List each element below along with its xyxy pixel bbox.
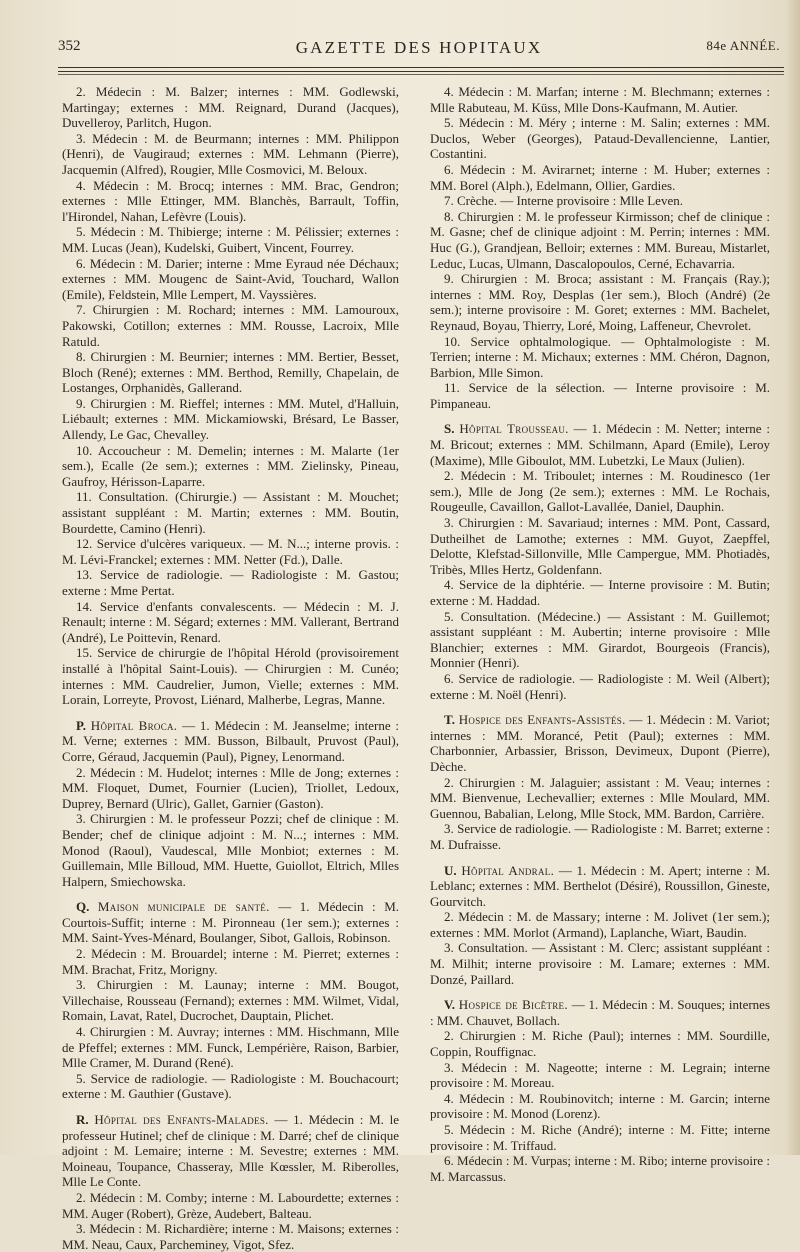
service-entry: 7. Chirurgien : M. Rochard; internes : MM. Lamouroux, Pakowski, Cotillon; externes : MM. Rousse, Lacroix, Mlle Ratuld. (62, 302, 399, 349)
right-column (430, 84, 770, 1184)
service-entry: 5. Consultation. (Médecine.) — Assistant : M. Guillemot; assistant suppléant : M. Aubertin; interne provisoire : Mlle Blanchier; externes : MM. Girardot, Bourgeois (Francis), Monnier (Henri). (430, 608, 770, 671)
service-entry: 9. Chirurgien : M. Rieffel; internes : MM. Mutel, d'Halluin, Liébault; externes : MM. Mickamiowski, Brésard, Le Basser, Allendy, Le Gac, Chevalley. (62, 395, 399, 443)
section-letter: P. (76, 717, 86, 733)
hospital-name: Hôpital Andral. (461, 862, 555, 878)
service-entry: 6. Médecin : M. Vurpas; interne : M. Ribo; interne provisoire : M. Marcassus. (430, 1153, 770, 1184)
service-entry: 2. Médecin : M. de Massary; interne : M. Jolivet (1er sem.); externes : MM. Morlot (Armand), Laplanche, Wiart, Baudin. (430, 909, 770, 940)
service-entry: 15. Service de chirurgie de l'hôpital Hérold (provisoirement installé à l'hôpital Saint-Louis). — Chirurgien : M. Cunéo; internes : MM. Caudrelier, Jumon, Vielle; externes : MM. Lorain, Lorreyte, Provost, Liénard, Malherbe, Legras, Manne. (62, 645, 399, 708)
hospital-section-entry (430, 863, 770, 910)
hospital-name: Hôpital Trousseau. (459, 421, 569, 437)
service-entry: 2. Chirurgien : M. Riche (Paul); internes : MM. Sourdille, Coppin, Rouffignac. (430, 1028, 770, 1060)
journal-title: GAZETTE DES HOPITAUX (295, 38, 543, 57)
service-entry: 8. Chirurgien : M. le professeur Kirmisson; chef de clinique : M. Gasne; chef de clinique adjoint : M. Perrin; internes : MM. Huc (G.), Grandjean, Belloir; externes : MM. Bureau, Mistarlet, Leduc, Lucas, Ulmann, Dascalopoulos, Cerné, Echavarria. (430, 208, 770, 271)
service-entry: 2. Médecin : M. Triboulet; internes : M. Roudinesco (1er sem.), Mlle de Jong (2e sem.); externes : MM. Le Rochais, Rougeulle, Cavaillon, Gallot-Lavallée, Daniel, Dauphin. (430, 468, 770, 515)
section-text: — 1. Médecin : M. Netter; interne : M. Bricout; externes : MM. Schilmann, Apard (Emile), Leroy (Maxime), Mlle Giboulot, MM. Lubetzki, Le Maux (Julien). (430, 421, 771, 468)
hospital-name: Hôpital Broca. (90, 717, 178, 733)
service-entry: 4. Médecin : M. Marfan; interne : M. Blechmann; externes : Mlle Rabuteau, M. Küss, Mlle Dons-Kaufmann, M. Autier. (430, 84, 770, 115)
hospital-name: Maison municipale de santé. (97, 899, 270, 915)
service-entry: 5. Médecin : M. Riche (André); interne : M. Fitte; interne provisoire : M. Triffaud. (430, 1122, 770, 1153)
hospital-section-entry (62, 718, 399, 765)
service-entry: 12. Service d'ulcères variqueux. — M. N...; interne provis. : M. Lévi-Franckel; externes : MM. Netter (Fd.), Dalle. (62, 536, 399, 567)
hospital-section-entry (430, 421, 770, 468)
service-entry: 13. Service de radiologie. — Radiologiste : M. Gastou; externe : Mme Pertat. (62, 567, 399, 598)
service-entry: 6. Médecin : M. Darier; interne : Mme Eyraud née Déchaux; externes : MM. Mougenc de Saint-Avid, Touchard, Wallon (Emile), Feldstein, Mlle Lempert, M. Vayssières. (62, 255, 399, 302)
section-letter: S. (444, 421, 455, 437)
section-text: — 1. Médecin : M. Variot; internes : MM. Morancé, Petit (Paul); externes : MM. Charbonnier, Arbassier, Brisson, Devimeux, Dupont (Pierre), Dèche. (430, 712, 771, 774)
service-entry: 3. Chirurgien : M. Launay; interne : MM. Bougot, Villechaise, Rousseau (Fernand); externes : MM. Wilmet, Vidal, Romain, Lavat, Ratel, Ducrochet, Dauptain, Plichet. (62, 977, 399, 1024)
service-entry: 2. Médecin : M. Brouardel; interne : M. Pierret; externes : MM. Brachat, Fritz, Morigny. (62, 946, 399, 977)
header-rule (58, 67, 784, 68)
left-column (62, 84, 399, 1252)
service-entry: 2. Médecin : M. Comby; interne : M. Labourdette; externes : MM. Auger (Robert), Grèze, Audebert, Balteau. (62, 1189, 399, 1221)
hospital-name: Hospice de Bicêtre. (458, 997, 568, 1013)
service-entry: 4. Médecin : M. Roubinovitch; interne : M. Garcin; interne provisoire : M. Monod (Lorenz). (430, 1090, 770, 1122)
service-entry: 11. Service de la sélection. — Interne provisoire : M. Pimpaneau. (430, 380, 770, 411)
service-entry: 8. Chirurgien : M. Beurnier; internes : MM. Bertier, Besset, Bloch (René); externes : MM. Berthod, Remilly, Chapelain, de Lostanges, Orphanidès, Gallerand. (62, 349, 399, 396)
service-entry: 5. Médecin : M. Thibierge; interne : M. Pélissier; externes : MM. Lucas (Jean), Kudelski, Guibert, Vincent, Fourrey. (62, 224, 399, 255)
service-entry: 2. Médecin : M. Balzer; internes : MM. Godlewski, Martingay; externes : MM. Reignard, Durand (Jacques), Duvelleroy, Parlitch, Hugon. (62, 84, 399, 131)
service-entry: 9. Chirurgien : M. Broca; assistant : M. Français (Ray.); internes : MM. Roy, Desplas (1er sem.), Bloch (André) (2e sem.); interne provisoire : M. Goret; externes : MM. Bachelet, Reynaud, Boyau, Thierry, Loré, Moing, Laffeneur, Chevrolet. (430, 271, 770, 333)
service-entry: 10. Accoucheur : M. Demelin; internes : M. Malarte (1er sem.), Ecalle (2e sem.); externes : MM. Zielinsky, Pineau, Gaufroy, Hérisson-Laparre. (62, 442, 399, 489)
section-letter: R. (76, 1112, 89, 1127)
section-text: — 1. Médecin : M. le professeur Hutinel; chef de clinique : M. Darré; chef de clinique adjoint : M. Lemaire; interne : M. Sevestre; externes : MM. Moineau, Toupance, Chasseray, Mlle Kœssler, M. Riberolles, Mlle Le Conte. (62, 1112, 399, 1190)
hospital-section-entry (430, 712, 770, 774)
header-rule (58, 74, 784, 75)
service-entry: 6. Service de radiologie. — Radiologiste : M. Weil (Albert); externe : M. Noël (Henri). (430, 670, 770, 702)
page-header (58, 38, 780, 62)
service-entry: 3. Consultation. — Assistant : M. Clerc; assistant suppléant : M. Milhit; interne provisoire : M. Lamare; externes : MM. Donzé, Paillard. (430, 940, 770, 987)
service-entry: 6. Médecin : M. Avirагnet; interne : M. Huber; externes : MM. Borel (Alph.), Edelmann, Ollier, Gardies. (430, 161, 770, 193)
service-entry: 3. Médecin : M. Nageotte; interne : M. Legrain; interne provisoire : M. Moreau. (430, 1059, 770, 1091)
service-entry: 14. Service d'enfants convalescents. — Médecin : M. J. Renault; interne : M. Ségard; externes : MM. Vallerant, Bertrand (André), Le Poittevin, Renard. (62, 598, 399, 645)
volume-year: 84e ANNÉE. (706, 38, 780, 53)
section-letter: T. (444, 712, 455, 728)
service-entry: 4. Chirurgien : M. Auvray; internes : MM. Hischmann, Mlle de Pfeffel; externes : MM. Funck, Lempérière, Raison, Barbier, Mlle Cramer, M. Durand (René). (62, 1024, 399, 1071)
service-entry: 3. Médecin : M. de Beurmann; internes : MM. Philippon (Henri), de Vaugiraud; externes : MM. Lehmann (Pierre), Jacquemin (Alfred), Rougier, Mlle Cosmovici, M. Beloux. (62, 130, 399, 177)
section-letter: Q. (76, 899, 90, 915)
service-entry: 5. Médecin : M. Méry ; interne : M. Salin; externes : MM. Duclos, Weber (Georges), Pataud-Devallencienne, Lantier, Costantini. (430, 115, 770, 162)
service-entry: 10. Service ophtalmologique. — Ophtalmologiste : M. Terrien; interne : M. Michaux; externes : MM. Chéron, Dagnon, Barbion, Mlle Simon. (430, 333, 770, 380)
header-rule (58, 71, 784, 72)
hospital-name: Hôpital des Enfants-Malades. (94, 1112, 269, 1127)
service-entry: 3. Chirurgien : M. le professeur Pozzi; chef de clinique : M. Bender; chef de clinique adjoint : M. N...; internes : MM. Monod (Raoul), Vaudescal, Mlle Monbiot; externes : M. Guillemain, Mlle Billoud, MM. Huette, Guiollot, Eltrich, Mlles Halpern, Smiechowska. (62, 811, 399, 889)
page-number: 352 (58, 38, 81, 54)
hospital-section-entry (62, 899, 399, 946)
section-text: — 1. Médecin : M. Apert; interne : M. Leblanc; externes : MM. Berthelot (Désiré), Roussillon, Gineste, Gourvitch. (430, 862, 771, 909)
section-text: — 1. Médecin : M. Courtois-Suffit; interne : M. Pironneau (1er sem.); externes : MM. Saint-Yves-Ménard, Boulanger, Sibot, Gallois, Robinson. (62, 899, 400, 946)
service-entry: 3. Médecin : M. Richardière; interne : M. Maisons; externes : MM. Neau, Caux, Parchemineу, Vigot, Sfez. (62, 1221, 399, 1252)
service-entry: 4. Médecin : M. Brocq; internes : MM. Brac, Gendron; externes : Mlle Ettinger, MM. Blanchès, Barrault, Toffin, l'Hirondel, Nahan, Lefèvre (Louis). (62, 177, 399, 224)
section-letter: V. (444, 997, 455, 1013)
hospital-name: Hospice des Enfants-Assistés. (458, 712, 626, 728)
service-entry: 11. Consultation. (Chirurgie.) — Assistant : M. Mouchet; assistant suppléant : M. Martin; externes : MM. Boutin, Bourdette, Camino (Henri). (62, 489, 399, 536)
section-text: — 1. Médecin : M. Souques; internes : MM. Chauvet, Bollach. (430, 997, 771, 1028)
service-entry: 2. Médecin : M. Hudelot; internes : Mlle de Jong; externes : MM. Floquet, Dumet, Fournier (Lucien), Triollet, Ledoux, Duprey, Bernard (Ulric), Gallet, Garnier (Gaston). (62, 764, 399, 811)
service-entry: 3. Service de radiologie. — Radiologiste : M. Barret; externe : M. Dufraisse. (430, 821, 770, 852)
section-text: — 1. Médecin : M. Jeanselme; interne : M. Verne; externes : MM. Busson, Bilbault, Pruvost (Paul), Corre, Géraud, Jacquemin (Paul), Pigney, Lenormand. (62, 717, 399, 764)
hospital-section-entry (62, 1112, 399, 1190)
section-letter: U. (444, 862, 457, 878)
service-entry: 4. Service de la diphtérie. — Interne provisoire : M. Butin; externe : M. Haddad. (430, 577, 770, 608)
hospital-section-entry (430, 997, 770, 1028)
service-entry: 7. Crèche. — Interne provisoire : Mlle Leven. (444, 193, 683, 209)
service-entry: 5. Service de radiologie. — Radiologiste : M. Bouchacourt; externe : M. Gauthier (Gustave). (62, 1070, 399, 1102)
service-entry: 2. Chirurgien : M. Jalaguier; assistant : M. Veau; internes : MM. Bienvenue, Lechevallier; externes : Mlle Moulard, MM. Guennou, Babalian, Lelong, Mlle Stock, MM. Bardon, Carrière. (430, 774, 770, 821)
service-entry: 3. Chirurgien : M. Savariaud; internes : MM. Pont, Cassard, Dutheilhet de Lamothe; externes : MM. Guyot, Zaepffel, Delotte, Klefstad-Sillonville, Mlle Campergue, MM. Photiadès, Tribès, Mlles Hertz, Goldenfann. (430, 515, 770, 577)
